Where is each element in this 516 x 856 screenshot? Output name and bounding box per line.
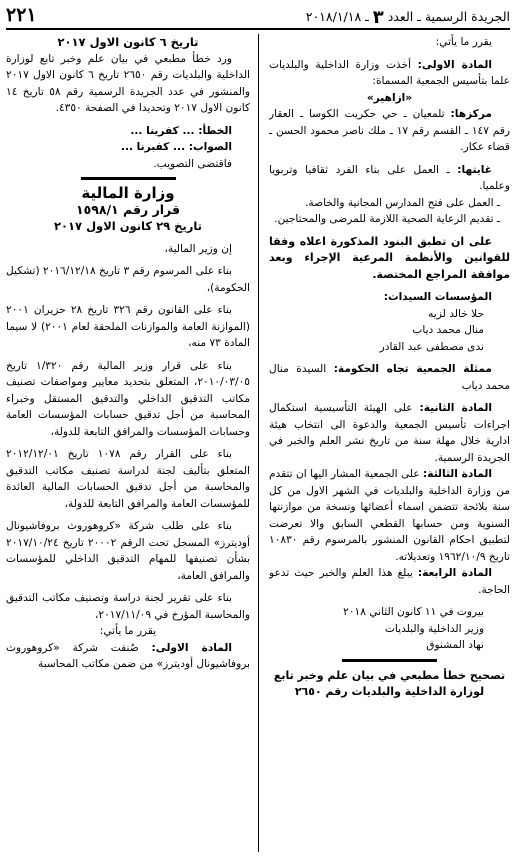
decree-number: قرار رقم ١٥٩٨/١ [75, 201, 181, 217]
goals-label: غايتها: [457, 163, 492, 176]
signature-block [269, 604, 510, 654]
decree-paragraph: بناء على قرار وزير المالية رقم ١/٣٢٠ تاريخ ٢٠١٠/٠٣/٠٥، المتعلق بتحديد معايير ومواصفات تصنيف مكاتب التدقيق الداخلي والتدقيق المستقل وخبراء المحاسبة من أجل تدقيق حسابات المؤسسات العامة وحسابات المؤسسات والمرافق التابعة للدولة، [6, 359, 250, 438]
ministry-title: وزارة المالية [81, 184, 175, 202]
goal-item: ـ تقديم الرعاية الصحية اللازمة للمرضى والمحتاجين. [274, 213, 500, 225]
representative [269, 361, 510, 394]
correction-end: فاقتضى التصويب. [153, 157, 232, 170]
decides-intro: يقرر ما يأتي: [435, 36, 492, 48]
decree-opening: إن وزير المالية، [164, 242, 232, 255]
goal-item: ـ العمل على فتح المدارس المجانية والخاصة. [305, 196, 500, 209]
association-name: «ازاهير» [366, 91, 413, 104]
decree-article-1-label: المادة الاولى: [151, 641, 232, 654]
representative-label: ممثلة الجمعية تجاه الحكومة: [333, 363, 492, 375]
founder-name: حلا خالد لزيه [428, 307, 484, 320]
signature-title: وزير الداخلية والبلديات [384, 622, 484, 635]
article-4-label: المادة الرابعة: [417, 567, 492, 579]
article-4 [269, 565, 510, 598]
founders-list [269, 306, 510, 356]
decree-article-1-text: صُنفت شركة «كروهوروث بروفاشيونال أوديترز» من ضمن مكاتب المحاسبة [6, 641, 250, 670]
decree-article-1 [6, 640, 250, 673]
decree-paragraph: بناء على القرار رقم ١٠٧٨ تاريخ ٢٠١٢/١٢/٠١ المتعلق بتأليف لجنة لدراسة تصنيف مكاتب التدقيق والمحاسبة من أجل تدقيق الحسابات المالية العائدة للمؤسسات العامة والمرافق التابعة للدولة، [6, 448, 250, 510]
page-header [6, 4, 510, 30]
left-column [6, 34, 250, 854]
signature-name: نهاد المشنوق [426, 639, 484, 651]
article-1-label: المادة الاولى: [417, 58, 492, 71]
decree-date: تاريخ ٢٩ كانون الاول ٢٠١٧ [54, 219, 202, 233]
error-text: ... كفرينا ... [130, 124, 199, 137]
article-1 [269, 57, 510, 90]
issue-date: ـ ٢٠١٨/١/١٨ [305, 9, 369, 24]
title-prefix: الجريدة الرسمية ـ العدد [387, 9, 510, 24]
decree-paragraph: بناء على طلب شركة «كروهوروث بروفاشيونال أوديترز» المسجل تحت الرقم ٢٠٠٠٢ تاريخ ٢٠١٧/١٠/٢٤ بشأن تصنيفها للمهام التدقيق الداخلي للمؤسسات والمرافق العامة، [6, 520, 250, 582]
correction-body: ورد خطأ مطبعي في بيان علم وخبر تابع لوزارة الداخلية والبلديات رقم ٢٦٥٠ تاريخ ٦ كانون الاول ٢٠١٧ والمنشور في عدد الجريدة الرسمية رقم ٥٨ تاريخ ١٤ كانون الاول ٢٠١٧ وتحديدا في الصفحة ٤٣٥٠. [6, 52, 250, 114]
correct-label: الصواب: [188, 141, 232, 153]
decree-paragraph: بناء على تقرير لجنة دراسة وتصنيف مكاتب التدقيق والمحاسبة المؤرخ في ٢٠١٧/١١/٠٩، [6, 592, 250, 621]
section-separator [342, 659, 437, 662]
article-3-label: المادة الثالثة: [423, 468, 492, 480]
article-3 [269, 466, 510, 565]
conditions-note: على ان تطبق البنود المذكورة اعلاه وفقا للقوانين والأنظمة المرعية الإجراء وبعد موافقة المراجع المختصة. [269, 234, 510, 281]
correct-text: ... كفبرنا ... [120, 141, 189, 153]
article-1-text: أخذت وزارة الداخلية والبلديات علما بتأسيس الجمعية المسماة: [269, 58, 510, 87]
goals-text: ـ العمل على بناء الفرد ثقافيا وتربويا وعلميا. [269, 163, 510, 192]
headquarters-label: مركزها: [450, 108, 492, 120]
article-4-text: يبلغ هذا العلم والخبر حيث تدعو الحاجة. [269, 567, 510, 596]
signature-date: بيروت في ١١ كانون الثاني ٢٠١٨ [343, 606, 484, 618]
error-line [6, 123, 250, 140]
right-column [269, 34, 510, 854]
founder-name: ندى مصطفى عبد القادر [379, 340, 484, 353]
goals-list [269, 195, 510, 228]
decree-paragraph: بناء على القانون رقم ٣٢٦ تاريخ ٢٨ حزيران ٢٠٠١ (الموازنة العامة والموازنات الملحقة لعام ٢٠٠١) لا سيما المادة ٧٣ منه، [6, 304, 250, 349]
column-divider [258, 34, 259, 852]
representative-text: السيدة منال محمد دياب [269, 363, 510, 392]
headquarters-text: تلمعيان ـ حي حكريت الكوسا ـ العقار رقم ١٤٧ ـ القسم رقم ١٧ ـ ملك ناصر محمود الحسن ـ قضاء عكار. [269, 108, 510, 153]
error-label: الخطأ: [198, 124, 232, 137]
article-2-text: على الهيئة التأسيسية استكمال اجراءات تأسيس الجمعية والدعوة الى انتخاب هيئة ادارية خلال مهلة سنة من تاريخ نشر العلم والخبر في الجريدة الرسمية. [269, 402, 510, 464]
headquarters [269, 106, 510, 156]
article-3-text: على الجمعية المشار اليها ان تتقدم من وزارة الداخلية والبلديات في الشهر الاول من كل سنة بلائحة تتضمن اسماء أعضائها ونسخة من موازنتها السنوية ومن حسابها القطعي السابق والا تعرضت لتطبيق احكام القانون المنشور بالمرسوم رقم ١٠٨٣٠ تاريخ ١٩٦٢/١٠/٩ وتعديلاته. [269, 468, 510, 563]
founder-name: منال محمد دياب [412, 324, 484, 336]
section-separator [81, 177, 176, 180]
article-2 [269, 400, 510, 466]
correction-date: تاريخ ٦ كانون الاول ٢٠١٧ [57, 35, 199, 49]
founders-label: المؤسسات السيدات: [383, 291, 492, 303]
article-2-label: المادة الثانية: [419, 402, 492, 414]
decides-line: يقرر ما يأتي: [99, 625, 157, 637]
gazette-title [306, 7, 510, 28]
correction-title: تصحيح خطأ مطبعي في بيان علم وخبر تابع لوزارة الداخلية والبلديات رقم ٢٦٥٠ [273, 668, 506, 698]
decree-paragraph: بناء على المرسوم رقم ٣ تاريخ ٢٠١٦/١٢/١٨ (تشكيل الحكومة)، [6, 265, 250, 294]
goals [269, 162, 510, 195]
issue-number: ٣ [372, 7, 384, 28]
page-number: ٢٢١ [6, 4, 37, 26]
correct-line [6, 139, 250, 156]
